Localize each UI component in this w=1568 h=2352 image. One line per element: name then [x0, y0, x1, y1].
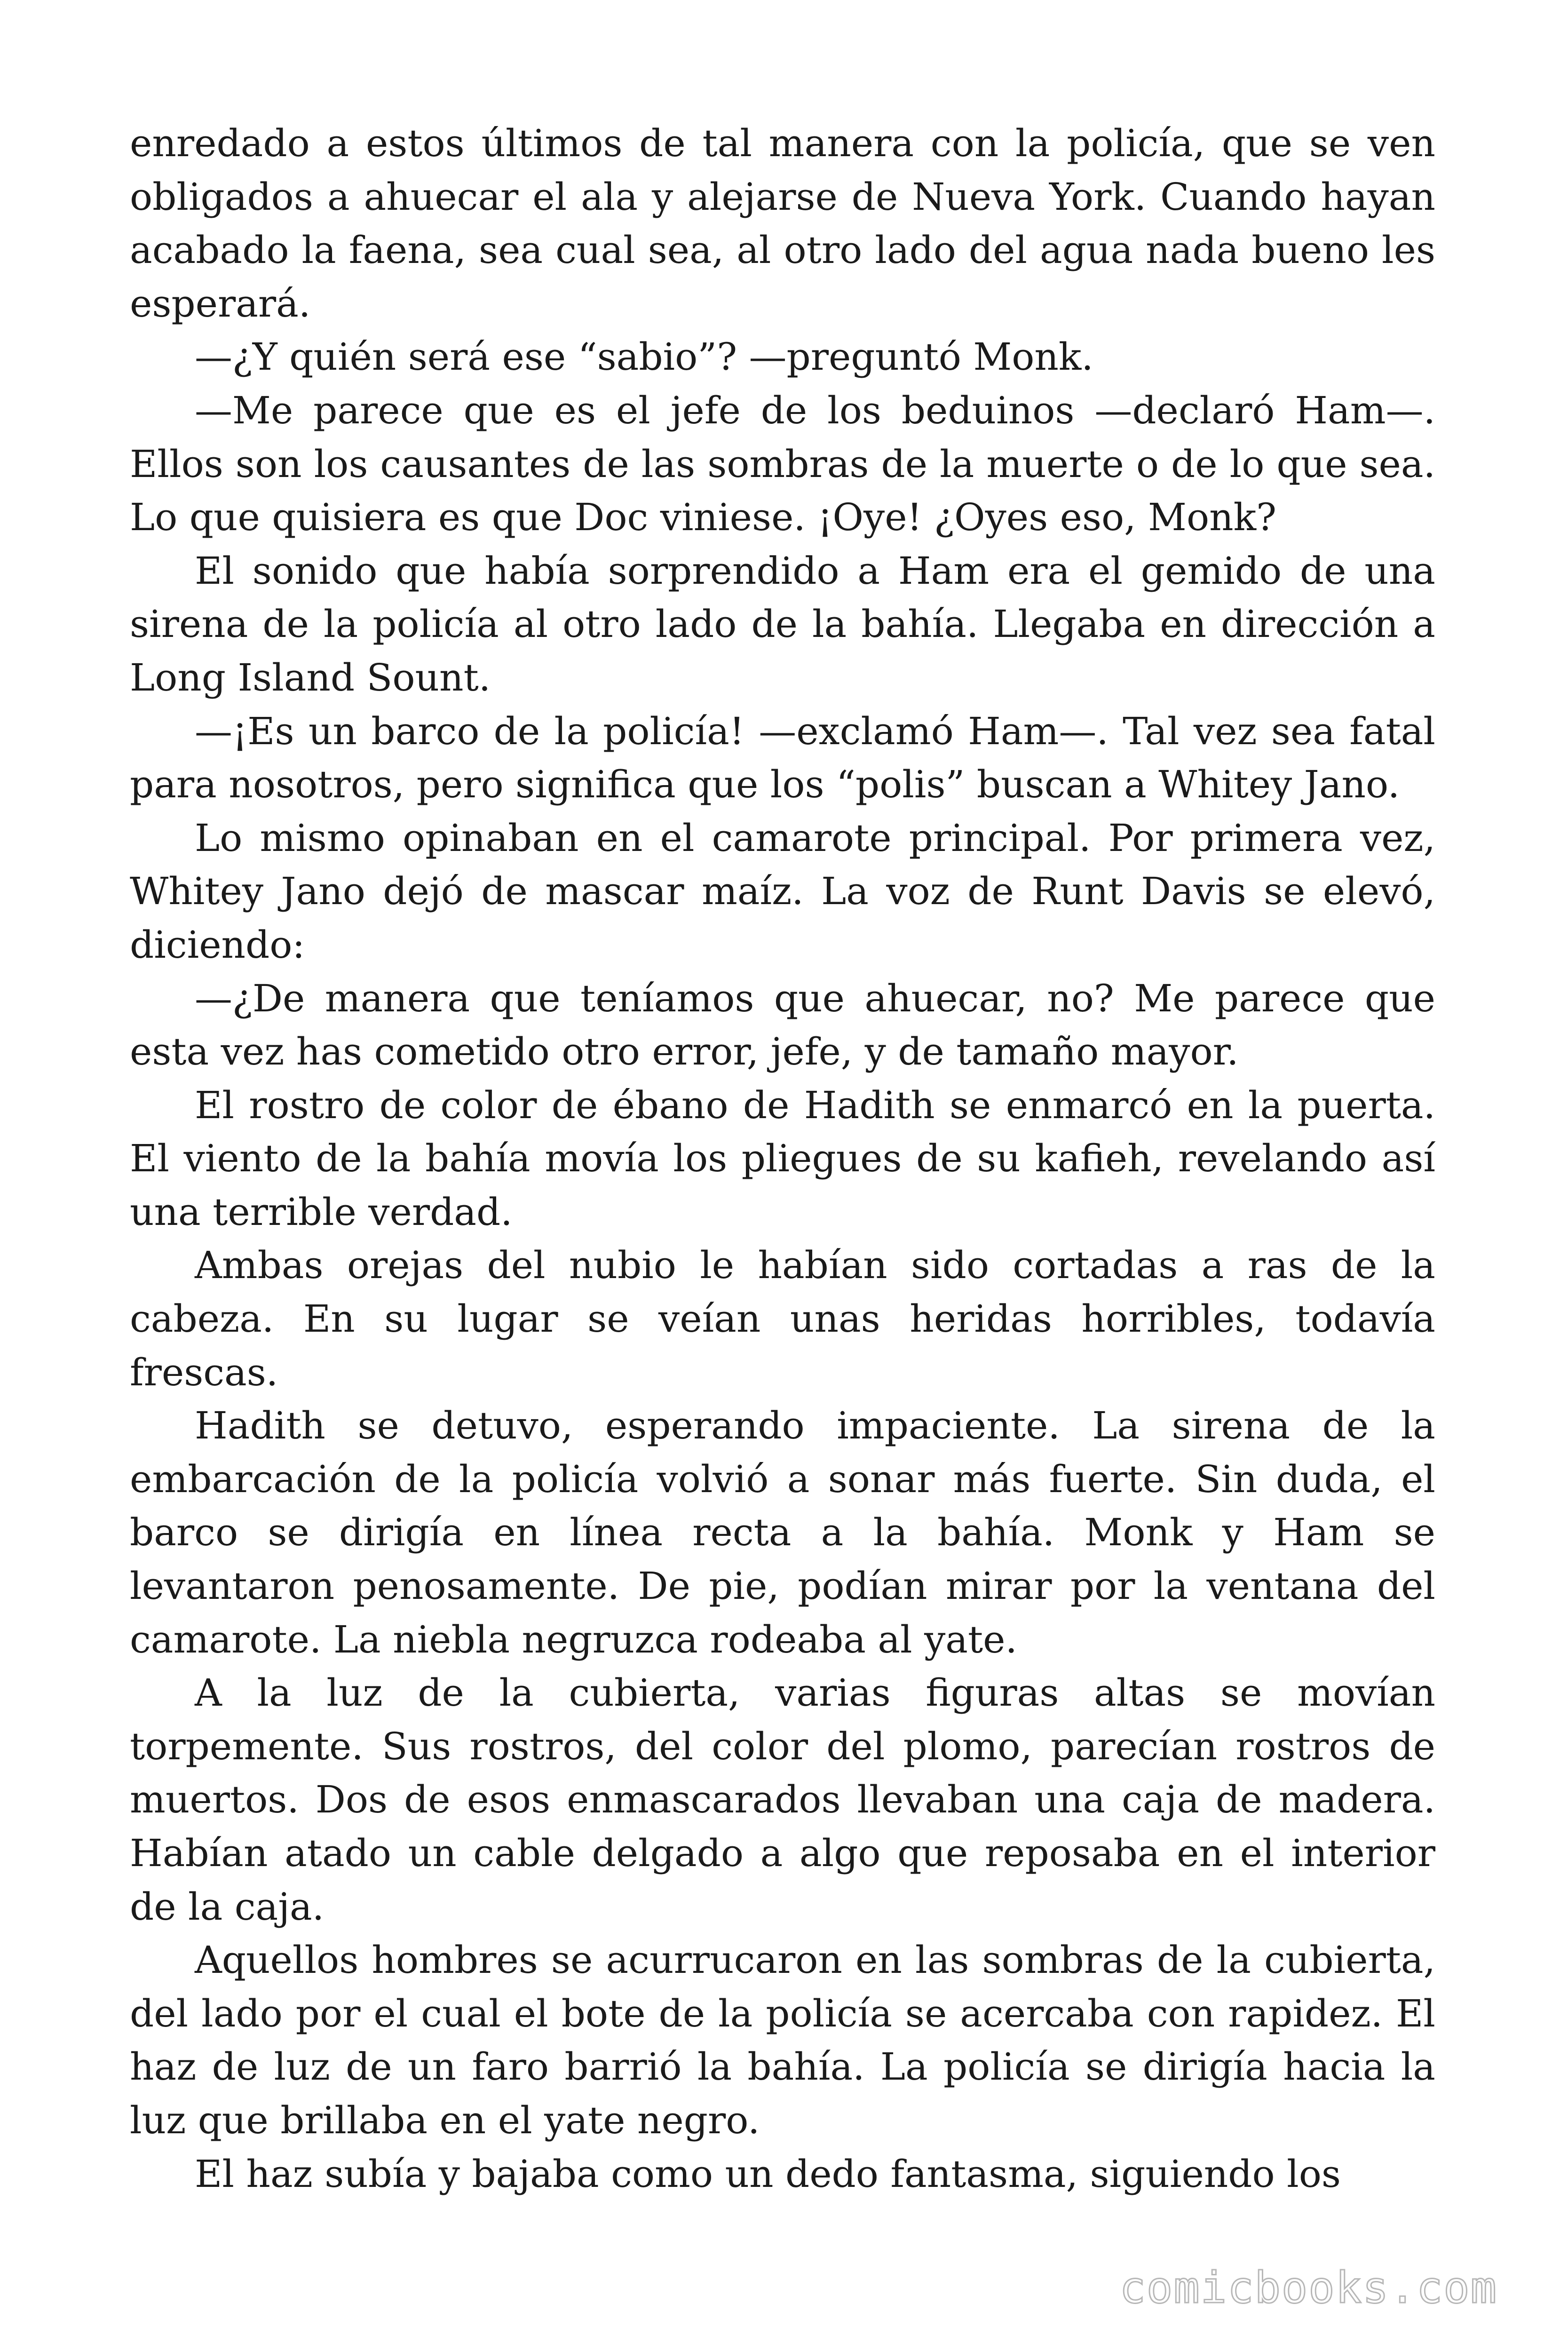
paragraph-13: El haz subía y bajaba como un dedo fantasma, siguiendo los — [195, 2152, 1341, 2196]
paragraph-12: Aquellos hombres se acurrucaron en las sombras de la cubierta, del lado por el cual el bote de la policía se acercaba con rapidez. El haz de luz de un faro barrió la bahía. La policía se dirigía hacia la luz que brillaba en el yate negro. — [130, 1938, 1435, 2142]
paragraph-5: —¡Es un barco de la policía! —exclamó Ham—. Tal vez sea fatal para nosotros, pero significa que los “polis” buscan a Whitey Jano. — [130, 709, 1435, 807]
paragraph-8: El rostro de color de ébano de Hadith se enmarcó en la puerta. El viento de la bahía movía los pliegues de su kafieh, revelando así una terrible verdad. — [130, 1083, 1435, 1234]
paragraph-9: Ambas orejas del nubio le habían sido cortadas a ras de la cabeza. En su lugar se veían unas heridas horribles, todavía frescas. — [130, 1243, 1435, 1394]
paragraph-10: Hadith se detuvo, esperando impaciente. La sirena de la embarcación de la policía volvió a sonar más fuerte. Sin duda, el barco se dirigía en línea recta a la bahía. Monk y Ham se levantaron penosamente. De pie, podían mirar por la ventana del camarote. La niebla negruzca rodeaba al yate. — [130, 1404, 1435, 1661]
paragraph-3: —Me parece que es el jefe de los beduinos —declaró Ham—. Ellos son los causantes de las sombras de la muerte o de lo que sea. Lo que quisiera es que Doc viniese. ¡Oye! ¿Oyes eso, Monk? — [130, 388, 1435, 540]
paragraph-6: Lo mismo opinaban en el camarote principal. Por primera vez, Whitey Jano dejó de mascar maíz. La voz de Runt Davis se elevó, diciendo: — [130, 816, 1435, 967]
paragraph-4: El sonido que había sorprendido a Ham era el gemido de una sirena de la policía al otro lado de la bahía. Llegaba en dirección a Long Island Sount. — [130, 548, 1435, 699]
paragraph-2: —¿Y quién será ese “sabio”? —preguntó Monk. — [195, 335, 1093, 379]
paragraph-11: A la luz de la cubierta, varias figuras altas se movían torpemente. Sus rostros, del color del plomo, parecían rostros de muertos. Dos de esos enmascarados llevaban una caja de madera. Habían atado un cable delgado a algo que reposaba en el interior de la caja. — [130, 1671, 1435, 1929]
paragraph-1: enredado a estos últimos de tal manera con la policía, que se ven obligados a ahuecar el ala y alejarse de Nueva York. Cuando hayan acabado la faena, sea cual sea, al otro lado del agua nada bueno les esperará. — [130, 121, 1435, 326]
watermark: comicbooks.com — [1119, 2263, 1497, 2313]
paragraph-7: —¿De manera que teníamos que ahuecar, no? Me parece que esta vez has cometido otro error, jefe, y de tamaño mayor. — [130, 976, 1435, 1074]
body-text — [130, 117, 1435, 2201]
